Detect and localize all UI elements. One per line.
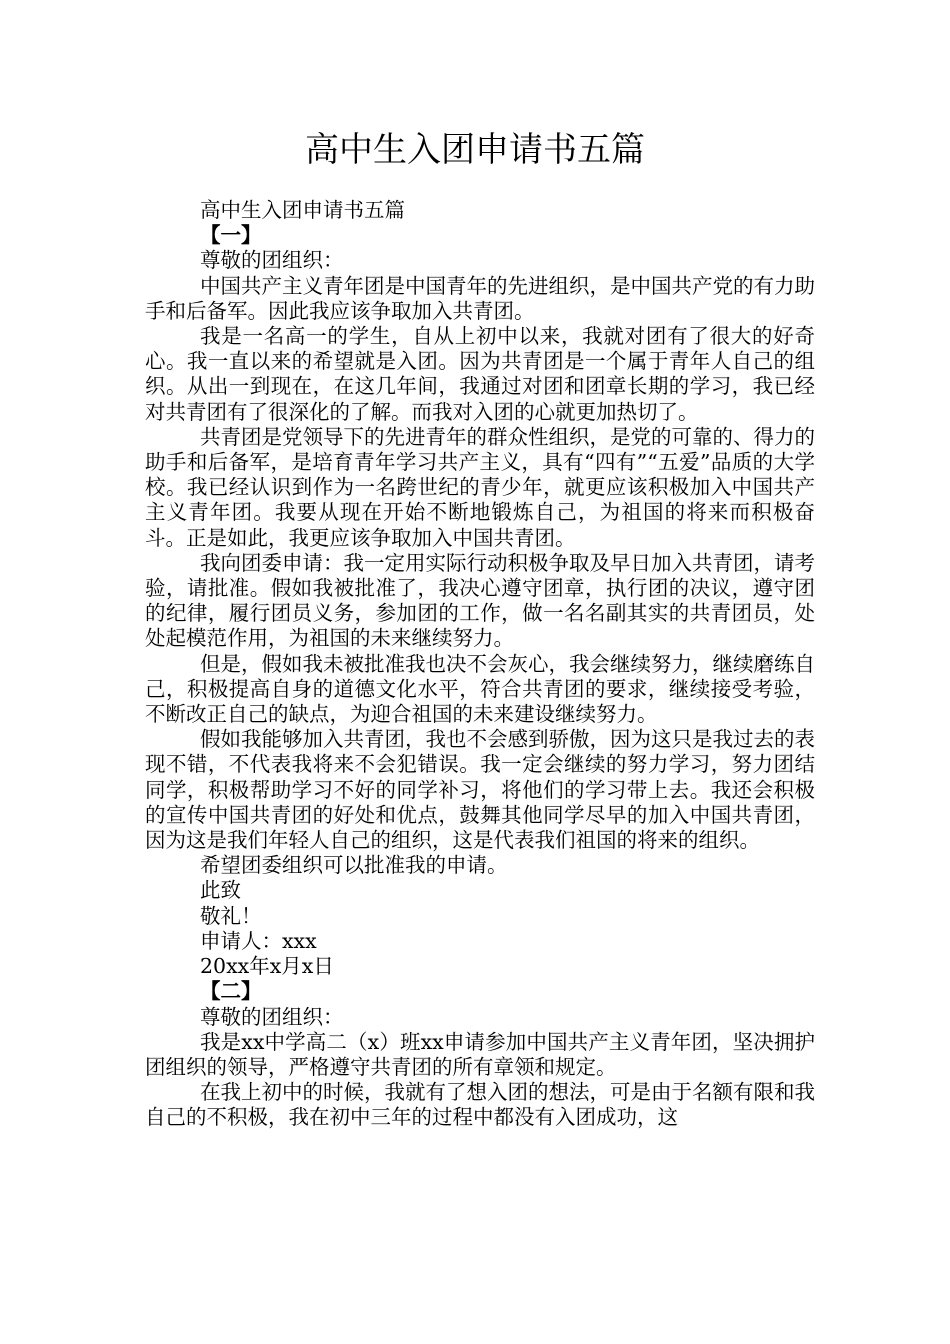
document-body: [145, 198, 815, 1131]
paragraph: 假如我能够加入共青团，我也不会感到骄傲，因为这只是我过去的表现不错，不代表我将来不会犯错误。我一定会继续的努力学习，努力团结同学，积极帮助学习不好的同学补习，将他们的学习带上去。我还会积极的宣传中国共青团的好处和优点，鼓舞其他同学尽早的加入中国共青团，因为这是我们年轻人自己的组织，这是代表我们祖国的将来的组织。: [145, 727, 815, 853]
salute-line: 敬礼！: [200, 903, 262, 928]
paragraph: 我是一名高一的学生，自从上初中以来，我就对团有了很大的好奇心。我一直以来的希望就是入团。因为共青团是一个属于青年人自己的组织。从出一到现在，在这几年间，我通过对团和团章长期的学习，我已经对共青团有了很深化的了解。而我对入团的心就更加热切了。: [145, 324, 815, 424]
paragraph: 我是xx中学高二（x）班xx申请参加中国共产主义青年团，坚决拥护团组织的领导，严格遵守共青团的所有章领和规定。: [145, 1029, 815, 1079]
document-title: 高中生入团申请书五篇: [305, 130, 645, 170]
closing-line: 此致: [200, 878, 241, 903]
applicant-line: 申请人：xxx: [200, 928, 317, 953]
document-subtitle: 高中生入团申请书五篇: [200, 198, 405, 222]
paragraph: 共青团是党领导下的先进青年的群众性组织，是党的可靠的、得力的助手和后备军，是培育青年学习共产主义，具有“四有”“五爱”品质的大学校。我已经认识到作为一名跨世纪的青少年，就更应该积极加入中国共产主义青年团。我要从现在开始不断地锻炼自己，为祖国的将来而积极奋斗。正是如此，我更应该争取加入中国共青团。: [145, 424, 815, 550]
paragraph: 在我上初中的时候，我就有了想入团的想法，可是由于名额有限和我自己的不积极，我在初中三年的过程中都没有入团成功，这: [145, 1080, 815, 1130]
section-marker-1: [145, 223, 815, 248]
date-line: 20xx年x月x日: [200, 954, 334, 979]
salutation-2: 尊敬的团组织：: [200, 1004, 344, 1029]
paragraph: 但是，假如我未被批准我也决不会灰心，我会继续努力，继续磨练自己，积极提高自身的道德文化水平，符合共青团的要求，继续接受考验，不断改正自己的缺点，为迎合祖国的未来建设继续努力。: [145, 651, 815, 727]
section-marker-2: [145, 979, 815, 1004]
section-marker-1-text: 【一】: [200, 223, 262, 248]
hope-line: 希望团委组织可以批准我的申请。: [200, 853, 508, 878]
paragraph: 中国共产主义青年团是中国青年的先进组织，是中国共产党的有力助手和后备军。因此我应该争取加入共青团。: [145, 273, 815, 323]
paragraph: 我向团委申请：我一定用实际行动积极争取及早日加入共青团，请考验，请批准。假如我被批准了，我决心遵守团章，执行团的决议，遵守团的纪律，履行团员义务，参加团的工作，做一名名副其实的共青团员，处处起模范作用，为祖国的未来继续努力。: [145, 550, 815, 651]
salutation-1: 尊敬的团组织：: [200, 248, 344, 273]
section-marker-2-text: 【二】: [200, 979, 262, 1004]
